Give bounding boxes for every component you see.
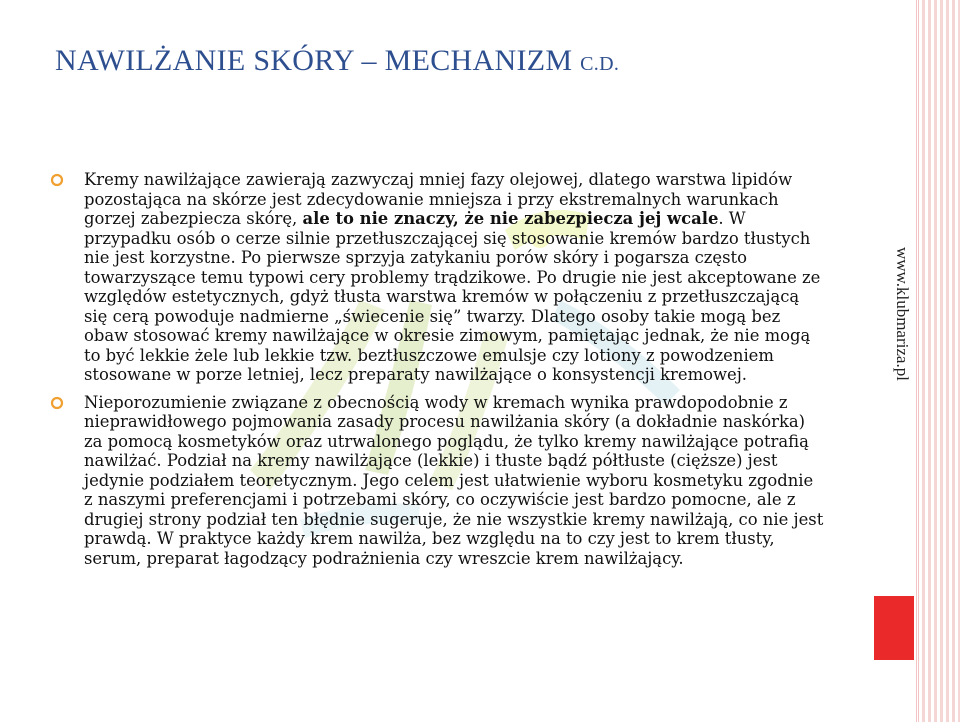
page-title-main: NAWILŻANIE SKÓRY – MECHANIZM xyxy=(55,44,573,77)
page-title xyxy=(55,44,619,78)
bullet-list xyxy=(84,170,824,576)
list-item xyxy=(84,170,824,385)
decorative-stripes xyxy=(916,0,960,722)
ring-bullet-icon xyxy=(50,173,64,187)
paragraph-emphasis: ale to nie znaczy, że nie zabezpiecza jej wcale xyxy=(302,209,719,228)
paragraph-text: Nieporozumienie związane z obecnością wody w kremach wynika prawdopodobnie z nieprawidłowego pojmowania zasady procesu nawilżania skóry (a dokładnie naskórka) za pomocą kosmetyków oraz utrwalonego poglądu, że tylko kremy nawilżające potrafią nawilżać. Podział na kremy nawilżające (lekkie) i tłuste bądź półtłuste (cięższe) jest jedynie podziałem teoretycznym. Jego celem jest ułatwienie wyboru kosmetyku zgodnie z naszymi preferencjami i potrzebami skóry, co oczywiście jest bardzo pomocne, ale z drugiej strony podział ten błędnie sugeruje, że nie wszystkie kremy nawilżają, co nie jest prawdą. W praktyce każdy krem nawilża, bez względu na to czy jest to krem tłusty, serum, preparat łagodzący podrażnienia czy wreszcie krem nawilżający. xyxy=(84,392,824,568)
decorative-red-block xyxy=(874,596,914,660)
page-title-suffix: C.D. xyxy=(580,53,620,75)
paragraph-text: Kremy nawilżające zawierają zazwyczaj mniej fazy olejowej, dlatego warstwa lipidów pozostająca na skórze jest zdecydowanie mniejsza i przy ekstremalnych warunkach gorzej zabezpiecza skórę, xyxy=(84,170,793,228)
decorative-band xyxy=(916,0,920,722)
side-url[interactable]: www.klubmariza.pl xyxy=(893,247,912,381)
ring-bullet-icon xyxy=(50,396,64,410)
paragraph-text: . W przypadku osób o cerze silnie przetłuszczającej się stosowanie kremów bardzo tłustych nie jest korzystne. Po pierwsze sprzyja zatykaniu porów skóry i pogarsza często towarzyszące temu typowi cery problemy trądzikowe. Po drugie nie jest akceptowane ze względów estetycznych, gdyż tłusta warstwa kremów w połączeniu z przetłuszczającą się cerą powoduje nadmierne „świecenie się” twarzy. Dlatego osoby takie mogą bez obaw stosować kremy nawilżające w okresie zimowym, pamiętając jednak, że nie mogą to być lekkie żele lub lekkie tzw. beztłuszczowe emulsje czy lotiony z powodzeniem stosowane w porze letniej, lecz preparaty nawilżające o konsystencji kremowej. xyxy=(84,209,821,384)
list-item xyxy=(84,393,824,569)
